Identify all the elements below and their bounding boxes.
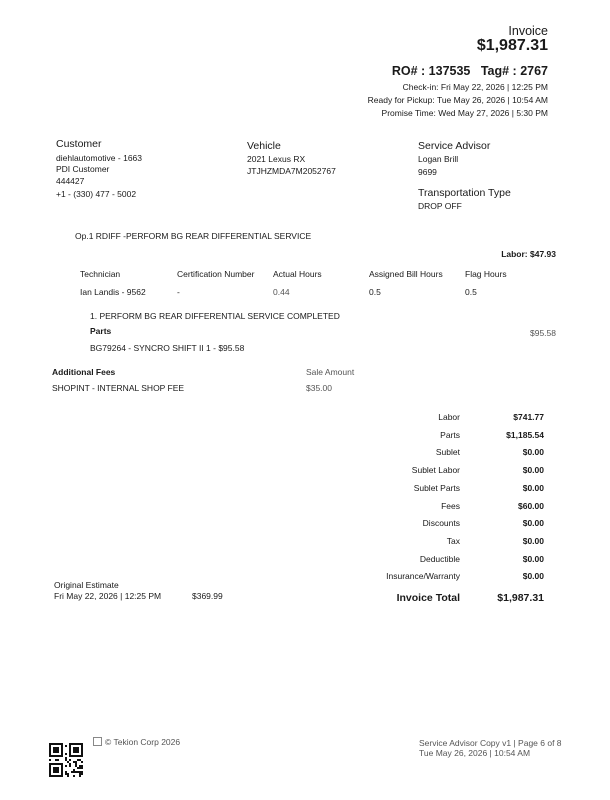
operation-labor: Labor: $47.93 — [501, 249, 556, 259]
tech-header-actual: Actual Hours — [273, 269, 322, 279]
estimate-date: Fri May 22, 2026 | 12:25 PM — [54, 591, 162, 601]
total-value: $1,185.54 — [506, 429, 544, 440]
tekion-logo-icon — [93, 737, 102, 746]
fees-amount-heading: Sale Amount — [306, 367, 355, 377]
tech-name: Ian Landis - 9562 — [80, 287, 146, 297]
total-label: Parts — [440, 429, 460, 440]
footer-printed: Tue May 26, 2026 | 10:54 AM — [419, 748, 531, 758]
tag-label: Tag# : — [480, 64, 517, 78]
total-value: $0.00 — [522, 447, 544, 458]
total-label: Insurance/Warranty — [386, 571, 460, 582]
tech-cert: - — [177, 287, 180, 297]
promise-time: Promise Time: Wed May 27, 2026 | 5:30 PM — [381, 108, 548, 118]
total-label: Fees — [441, 500, 460, 511]
total-label: Sublet Labor — [411, 465, 460, 476]
invoice-total-label: Invoice Total — [396, 592, 460, 604]
total-label: Sublet — [435, 447, 460, 458]
fee-item: SHOPINT - INTERNAL SHOP FEE — [52, 383, 185, 393]
advisor-heading: Service Advisor — [418, 140, 491, 152]
transport-heading: Transportation Type — [418, 187, 511, 199]
check-in-time: Check-in: Fri May 22, 2026 | 12:25 PM — [402, 82, 548, 92]
vehicle-heading: Vehicle — [247, 140, 281, 152]
tech-flag-hours: 0.5 — [465, 287, 477, 297]
footer-copy-info: Service Advisor Copy v1 | Page 6 of 8 — [419, 738, 562, 748]
customer-heading: Customer — [56, 138, 102, 150]
total-value: $0.00 — [522, 553, 544, 564]
invoice-total-value: $1,987.31 — [497, 592, 544, 604]
operation-title: Op.1 RDIFF -PERFORM BG REAR DIFFERENTIAL SERVICE — [75, 231, 312, 241]
ro-label: RO# : — [391, 64, 426, 78]
ready-for-pickup-time: Ready for Pickup: Tue May 26, 2026 | 10:54 AM — [367, 95, 548, 105]
footer-copyright — [93, 737, 180, 747]
tech-header-cert: Certification Number — [177, 269, 255, 279]
total-value: $60.00 — [518, 500, 544, 511]
advisor-id: 9699 — [418, 167, 437, 177]
parts-heading: Parts — [90, 326, 112, 336]
estimate-amount: $369.99 — [192, 591, 223, 601]
total-label: Labor — [438, 412, 460, 422]
tech-header-flag: Flag Hours — [465, 269, 507, 279]
tech-assigned-hours: 0.5 — [369, 287, 381, 297]
ro-tag-line — [392, 64, 548, 78]
total-label: Sublet Parts — [413, 482, 460, 493]
customer-number: 444427 — [56, 176, 85, 186]
tech-header-technician: Technician — [80, 269, 121, 279]
qr-code-icon — [49, 743, 83, 777]
total-value: $0.00 — [522, 482, 544, 493]
copyright-text: © Tekion Corp 2026 — [105, 737, 181, 747]
fees-heading: Additional Fees — [52, 367, 116, 377]
tech-actual-hours: 0.44 — [273, 287, 290, 297]
fee-item-amount: $35.00 — [306, 383, 332, 393]
ro-number: 137535 — [428, 64, 471, 78]
tag-number: 2767 — [520, 64, 548, 78]
total-value: $0.00 — [522, 465, 544, 476]
invoice-label: Invoice — [508, 24, 548, 38]
total-label: Discounts — [422, 518, 460, 529]
total-label: Deductible — [419, 553, 460, 564]
vehicle-vin: JTJHZMDA7M2052767 — [247, 166, 336, 176]
invoice-total-header: $1,987.31 — [476, 37, 548, 54]
advisor-name: Logan Brill — [418, 154, 459, 164]
customer-name: diehlautomotive - 1663 — [56, 153, 143, 163]
transport-value: DROP OFF — [418, 201, 462, 211]
total-label: Tax — [446, 535, 460, 546]
customer-phone: +1 - (330) 477 - 5002 — [56, 189, 137, 199]
operation-note: 1. PERFORM BG REAR DIFFERENTIAL SERVICE COMPLETED — [90, 311, 340, 321]
total-value: $0.00 — [522, 518, 544, 529]
part-line: BG79264 - SYNCRO SHIFT II 1 - $95.58 — [90, 343, 245, 353]
customer-type: PDI Customer — [56, 164, 110, 174]
vehicle-model: 2021 Lexus RX — [247, 154, 306, 164]
total-value: $741.77 — [513, 412, 544, 422]
tech-header-assigned: Assigned Bill Hours — [369, 269, 443, 279]
estimate-heading: Original Estimate — [54, 580, 119, 590]
total-value: $0.00 — [522, 535, 544, 546]
total-value: $0.00 — [522, 571, 544, 582]
parts-amount: $95.58 — [530, 328, 556, 338]
